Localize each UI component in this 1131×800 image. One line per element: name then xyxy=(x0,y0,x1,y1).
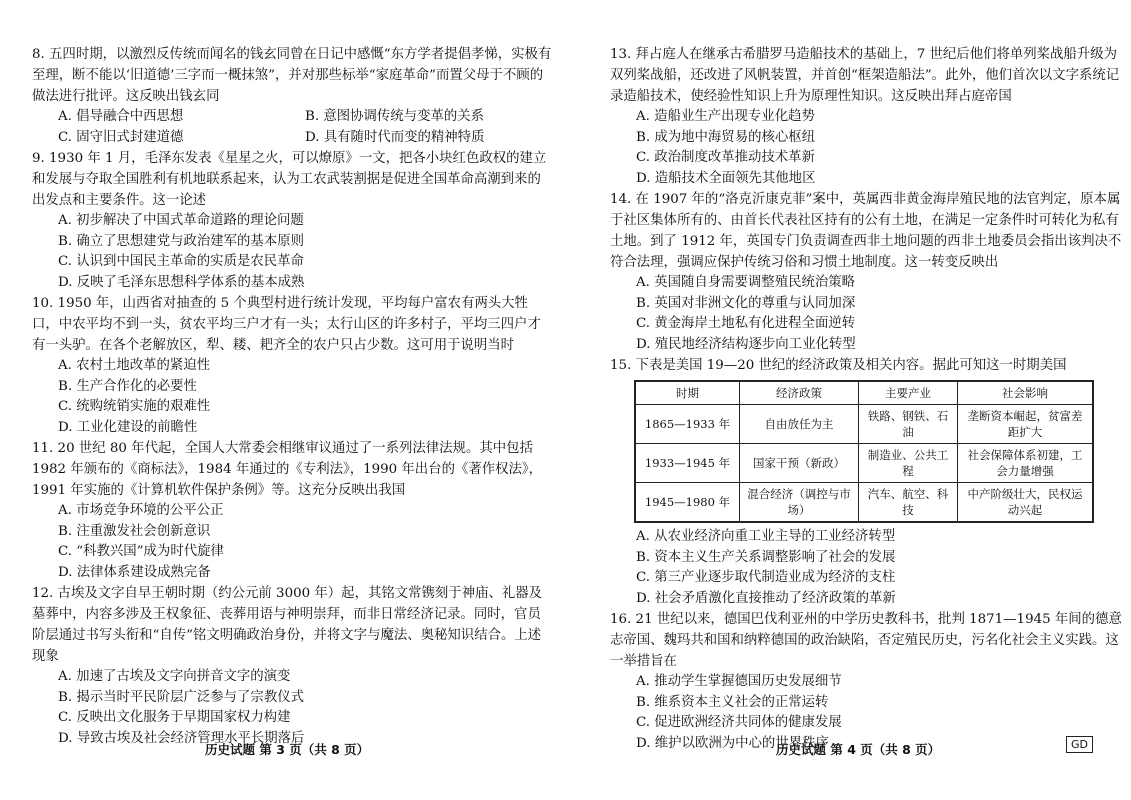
option-a: A. 造船业生产出现专业化趋势 xyxy=(636,109,815,124)
question-15 xyxy=(610,355,1130,609)
option-c: C. 黄金海岸土地私有化进程全面逆转 xyxy=(636,316,856,331)
table-cell: 1933—1945 年 xyxy=(635,444,740,483)
question-stem: 14. 在 1907 年的“洛克沂康克菲”案中，英属西非黄金海岸殖民地的法官判定，原本属于社区集体所有的、由首长代表社区持有的公有土地，在满足一定条件时可转化为私有土地。到了 1912 年，英国专门负责调查西非土地问题的西非土地委员会指出该判决不符合法理，强调应保护传统习俗和习惯土地制度。这一转变反映出 xyxy=(610,192,1122,270)
option-c: C. 反映出文化服务于早期国家权力构建 xyxy=(58,710,291,725)
option-b: B. 英国对非洲文化的尊重与认同加深 xyxy=(636,295,856,311)
table-header-cell: 主要产业 xyxy=(859,381,958,405)
question-12 xyxy=(32,583,552,749)
table-cell: 汽车、航空、科技 xyxy=(859,483,958,523)
option-a: A. 农村土地改革的紧迫性 xyxy=(58,358,211,373)
option-d: D. 造船技术全面领先其他地区 xyxy=(636,170,816,186)
question-stem: 13. 拜占庭人在继承古希腊罗马造船技术的基础上，7 世纪后他们将单列桨战船升级为双列桨战船，还改进了风帆装置，并首创“框架造船法”。此外，他们首次以文字系统记录造船技术，使经验性知识上升为原理性知识。这反映出拜占庭帝国 xyxy=(610,47,1120,104)
option-c: C. 认识到中国民主革命的实质是农民革命 xyxy=(58,254,304,269)
table-header-cell: 经济政策 xyxy=(740,381,859,405)
option-b: B. 注重激发社会创新意识 xyxy=(58,523,211,539)
option-d: D. 法律体系建设成熟完备 xyxy=(58,564,211,580)
question-stem: 12. 古埃及文字自早王朝时期（约公元前 3000 年）起，其铭文常镌刻于神庙、礼器及墓葬中，内容多涉及王权象征、丧葬用语与神明崇拜，而非日常经济记录。同时，官员阶层通过书写头衔和“自传”铭文明确政治身份，并将文字与魔法、奥秘知识结合。上述现象 xyxy=(32,586,543,664)
table-header-cell: 社会影响 xyxy=(958,381,1094,405)
option-a: A. 加速了古埃及文字向拼音文字的演变 xyxy=(58,669,291,684)
option-b: B. 成为地中海贸易的核心枢纽 xyxy=(636,129,816,145)
question-stem: 11. 20 世纪 80 年代起，全国人大常委会相继审议通过了一系列法律法规。其中包括 1982 年颁布的《商标法》，1984 年通过的《专利法》，1990 年出台的《著作权法》，1991 年实施的《计算机软件保护条例》等。这充分反映出我国 xyxy=(32,441,543,498)
table-row xyxy=(635,444,1093,483)
economic-policy-table xyxy=(634,380,1094,523)
option-c: C. 政治制度改革推动技术革新 xyxy=(636,150,815,165)
table-row xyxy=(635,483,1093,523)
option-d: D. 社会矛盾激化直接推动了经济政策的革新 xyxy=(636,590,896,606)
option-a: A. 从农业经济向重工业主导的工业经济转型 xyxy=(636,529,896,544)
option-a: A. 推动学生掌握德国历史发展细节 xyxy=(636,674,842,689)
table-cell: 混合经济（调控与市场） xyxy=(740,483,859,523)
left-page xyxy=(32,44,552,749)
option-c: C. 促进欧洲经济共同体的健康发展 xyxy=(636,715,842,730)
table-cell: 1945—1980 年 xyxy=(635,483,740,523)
option-b: B. 资本主义生产关系调整影响了社会的发展 xyxy=(636,549,896,565)
option-b: B. 生产合作化的必要性 xyxy=(58,378,197,394)
question-stem: 16. 21 世纪以来，德国巴伐利亚州的中学历史教科书，批判 1871—1945 年间的德意志帝国、魏玛共和国和纳粹德国的政治缺陷，否定殖民历史，污名化社会主义实践。这一举措旨在 xyxy=(610,612,1122,669)
question-8 xyxy=(32,44,552,148)
option-a: A. 市场竞争环境的公平公正 xyxy=(58,503,224,518)
table-cell: 1865—1933 年 xyxy=(635,405,740,444)
right-page xyxy=(610,44,1130,754)
option-d: D. 殖民地经济结构逐步向工业化转型 xyxy=(636,336,856,352)
option-a: A. 英国随自身需要调整殖民统治策略 xyxy=(636,275,856,290)
option-d: D. 工业化建设的前瞻性 xyxy=(58,419,198,435)
question-9 xyxy=(32,148,552,293)
table-cell: 自由放任为主 xyxy=(740,405,859,444)
option-b: B. 确立了思想建党与政治建军的基本原则 xyxy=(58,233,304,249)
option-d: D. 维护以欧洲为中心的世界秩序 xyxy=(636,735,829,751)
page-footer-left: 历史试题 第 3 页（共 8 页） xyxy=(205,742,370,757)
table-header-cell: 时期 xyxy=(635,381,740,405)
option-c: C. 固守旧式封建道德 xyxy=(58,129,184,145)
option-d: D. 具有随时代而变的精神特质 xyxy=(305,129,485,145)
table-cell: 中产阶级壮大，民权运动兴起 xyxy=(958,483,1094,523)
question-13 xyxy=(610,44,1130,189)
question-stem: 15. 下表是美国 19—20 世纪的经济政策及相关内容。据此可知这一时期美国 xyxy=(610,358,1067,373)
question-11 xyxy=(32,438,552,583)
corner-mark: GD xyxy=(1066,736,1093,753)
table-cell: 制造业、公共工程 xyxy=(859,444,958,483)
option-c: C. 第三产业逐步取代制造业成为经济的支柱 xyxy=(636,570,896,585)
table-row xyxy=(635,405,1093,444)
option-a: A. 初步解决了中国式革命道路的理论问题 xyxy=(58,213,304,228)
question-stem: 9. 1930 年 1 月，毛泽东发表《星星之火，可以燎原》一文，把各小块红色政权的建立和发展与夺取全国胜利有机地联系起来，认为工农武装割据是促进全国革命高潮到来的出发点和主要条件。这一论述 xyxy=(32,151,547,208)
question-10 xyxy=(32,293,552,438)
option-d: D. 反映了毛泽东思想科学体系的基本成熟 xyxy=(58,274,305,290)
question-16 xyxy=(610,609,1130,754)
question-stem: 8. 五四时期，以激烈反传统而闻名的钱玄同曾在日记中感慨“东方学者提倡孝悌，实极有至理，断不能以‘旧道德’三字而一概抹煞”，并对那些标举“家庭革命”而置父母于不顾的做法进行批评。这反映出钱玄同 xyxy=(32,47,552,104)
option-b: B. 意图协调传统与变革的关系 xyxy=(305,109,485,124)
table-cell: 垄断资本崛起，贫富差距扩大 xyxy=(958,405,1094,444)
page-footer-right: 历史试题 第 4 页（共 8 页） xyxy=(776,742,941,757)
table-cell: 社会保障体系初建，工会力量增强 xyxy=(958,444,1094,483)
table-header-row xyxy=(635,381,1093,405)
table-cell: 国家干预（新政） xyxy=(740,444,859,483)
option-a: A. 倡导融合中西思想 xyxy=(58,109,184,124)
question-stem: 10. 1950 年，山西省对抽查的 5 个典型村进行统计发现，平均每户富农有两头大牲口，中农平均不到一头，贫农平均三户才有一头；太行山区的许多村子，平均三四户才有一头驴。在各个老解放区，犁、耧、耙齐全的农户只占少数。这可用于说明当时 xyxy=(32,296,541,353)
question-14 xyxy=(610,189,1130,355)
option-b: B. 揭示当时平民阶层广泛参与了宗教仪式 xyxy=(58,689,304,705)
option-d: D. 导致古埃及社会经济管理水平长期落后 xyxy=(58,730,305,746)
option-c: C. 统购统销实施的艰难性 xyxy=(58,399,211,414)
option-c: C. “科教兴国”成为时代旋律 xyxy=(58,544,224,559)
option-b: B. 维系资本主义社会的正常运转 xyxy=(636,694,829,710)
table-cell: 铁路、钢铁、石油 xyxy=(859,405,958,444)
